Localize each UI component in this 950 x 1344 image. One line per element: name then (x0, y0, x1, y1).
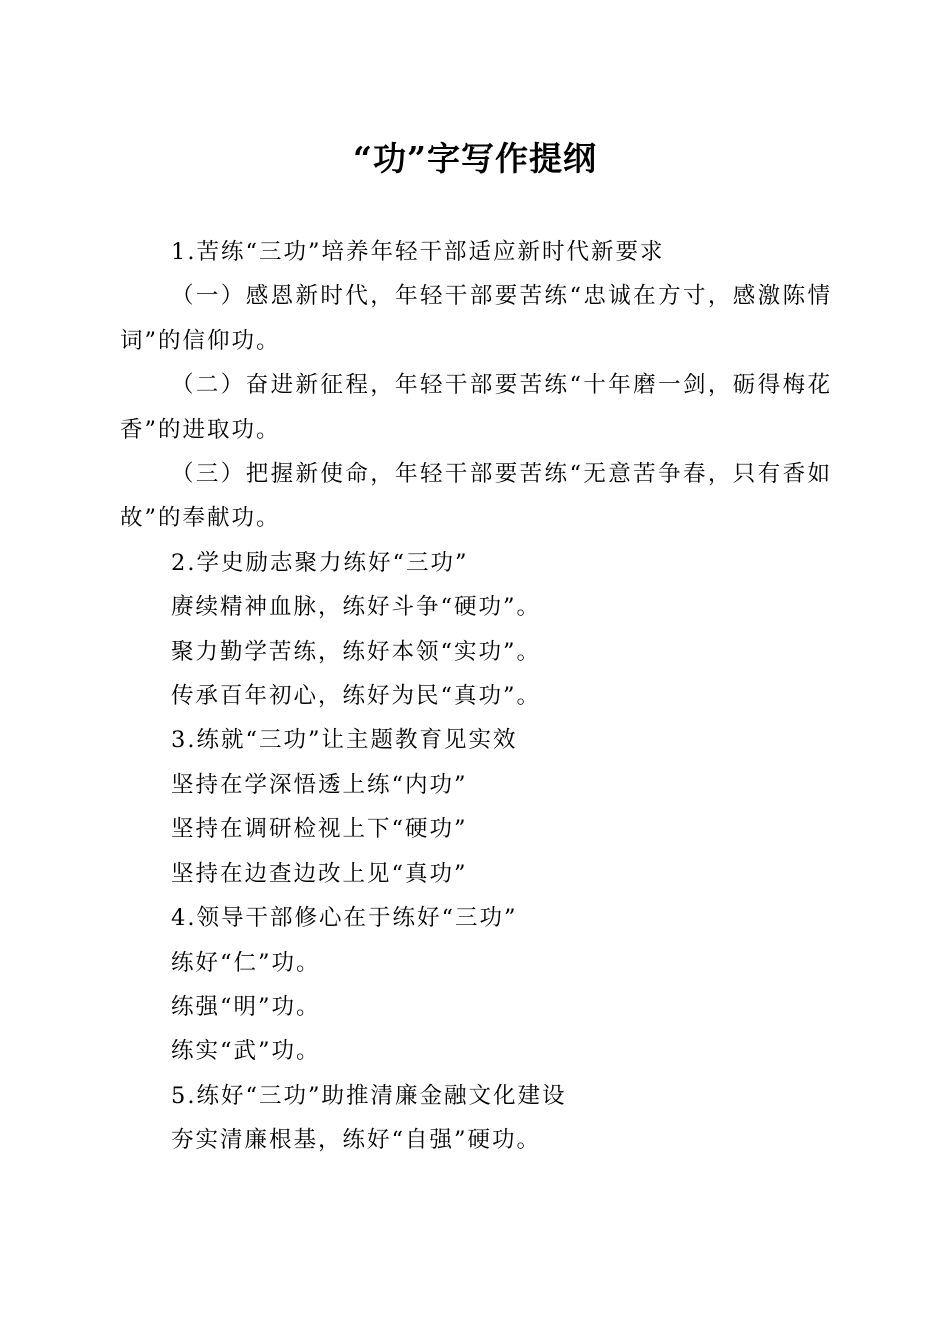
paragraph-4-1: 练好“仁”功。 (171, 949, 321, 976)
heading-1: 1.苦练“三功”培养年轻干部适应新时代新要求 (171, 239, 665, 265)
heading-5: 5.练好“三功”助推清廉金融文化建设 (171, 1082, 567, 1109)
paragraph-3-1: 坚持在学深悟透上练“内功” (171, 771, 468, 798)
paragraph-1-2: （二）奋进新征程，年轻干部要苦练“十年磨一剑，砺得梅花香”的进取功。 (120, 372, 832, 443)
paragraph-4-2: 练强“明”功。 (171, 993, 321, 1020)
paragraph-3-3: 坚持在边查边改上见“真功” (171, 860, 468, 887)
document-title: “功”字写作提纲 (353, 139, 597, 178)
paragraph-1-3: （三）把握新使命，年轻干部要苦练“无意苦争春，只有香如故”的奉献功。 (120, 461, 832, 532)
heading-4: 4.领导干部修心在于练好“三功” (171, 905, 518, 932)
paragraph-2-3: 传承百年初心，练好为民“真功”。 (171, 683, 542, 710)
paragraph-2-2: 聚力勤学苦练，练好本领“实功”。 (171, 638, 542, 665)
paragraph-4-3: 练实“武”功。 (171, 1038, 321, 1065)
document-body (120, 230, 832, 1163)
paragraph-3-2: 坚持在调研检视上下“硬功” (171, 816, 468, 843)
paragraph-2-1: 赓续精神血脉，练好斗争“硬功”。 (171, 594, 542, 621)
heading-3: 3.练就“三功”让主题教育见实效 (171, 727, 518, 754)
paragraph-5-1: 夯实清廉根基，练好“自强”硬功。 (171, 1127, 542, 1154)
heading-2: 2.学史励志聚力练好“三功” (171, 549, 469, 576)
paragraph-1-1: （一）感恩新时代，年轻干部要苦练“忠诚在方寸，感激陈情词”的信仰功。 (120, 283, 832, 354)
